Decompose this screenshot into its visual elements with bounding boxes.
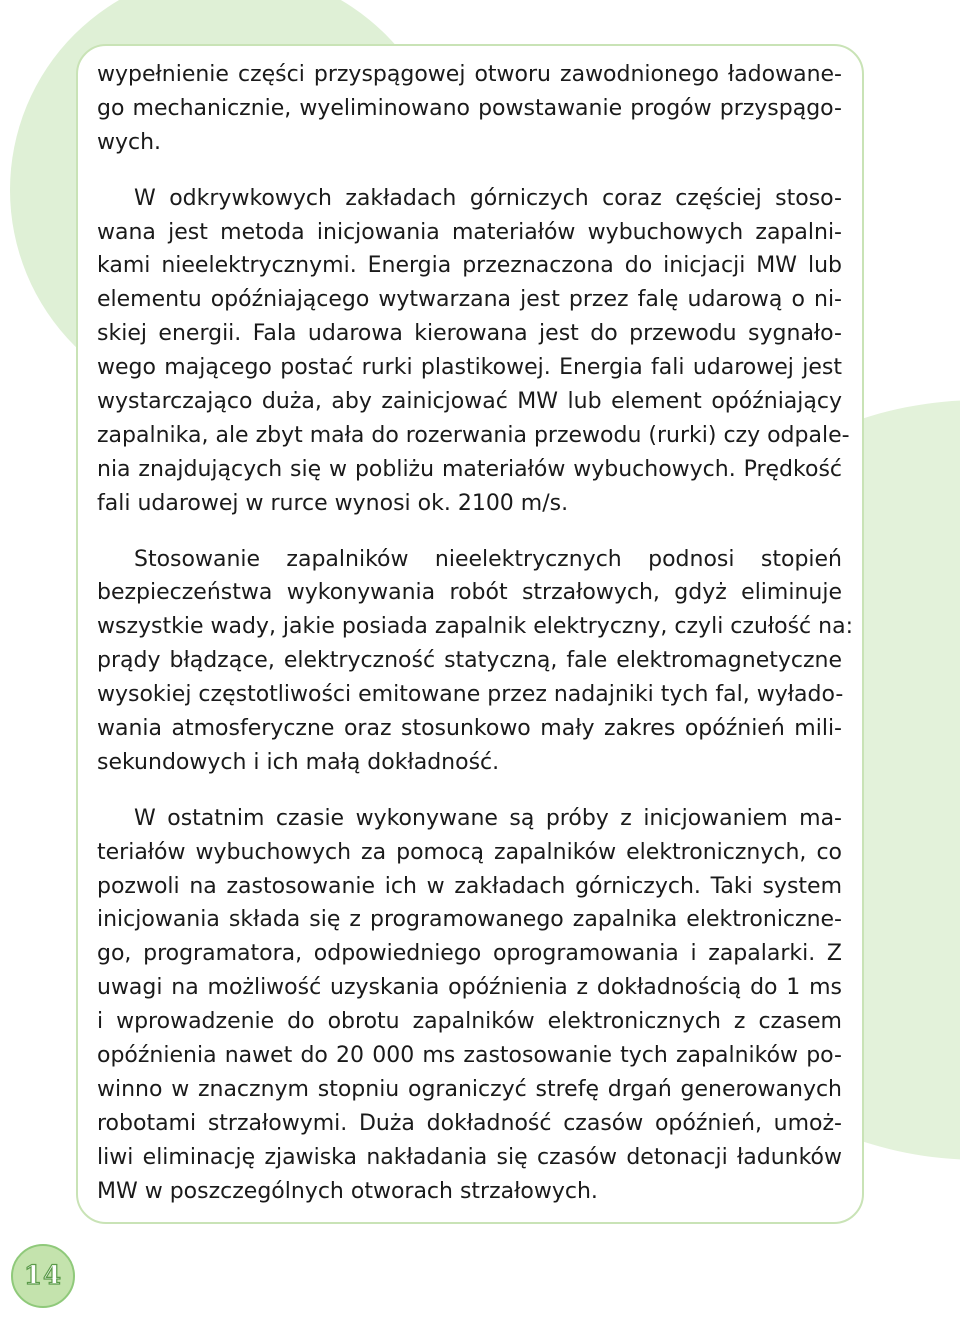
text-line: bezpieczeństwa wykonywania robót strzałowych, gdyż eliminuje (97, 580, 842, 606)
text-line: sekundowych i ich małą dokładność. (97, 749, 500, 775)
text-line: W odkrywkowych zakładach górniczych coraz częściej stoso- (134, 185, 842, 211)
text-line: pozwoli na zastosowanie ich w zakładach górniczych. Taki system (97, 873, 842, 899)
text-line: nia znajdujących się w pobliżu materiałów wybuchowych. Prędkość (97, 456, 842, 482)
text-line: go mechanicznie, wyeliminowano powstawanie progów przyspągo- (97, 95, 842, 121)
text-line: winno w znacznym stopniu ograniczyć strefę drgań generowanych (97, 1076, 842, 1102)
paragraph (97, 58, 842, 160)
text-panel (76, 44, 864, 1224)
text-line: wych. (97, 129, 162, 155)
text-line: wystarczająco duża, aby zainicjować MW lub element opóźniający (97, 389, 842, 415)
text-line: go, programatora, odpowiedniego oprogramowania i zapalarki. Z (97, 941, 842, 967)
text-line: MW w poszczególnych otworach strzałowych. (97, 1178, 598, 1204)
text-line: wana jest metoda inicjowania materiałów wybuchowych zapalni- (97, 219, 842, 245)
text-line: i wprowadzenie do obrotu zapalników elektronicznych z czasem (97, 1009, 842, 1035)
text-line: prądy błądzące, elektryczność statyczną, fale elektromagnetyczne (97, 648, 842, 674)
text-line: zapalnika, ale zbyt mała do rozerwania przewodu (rurki) czy odpale- (97, 422, 850, 448)
paragraph (97, 182, 850, 521)
text-line: wania atmosferyczne oraz stosunkowo mały zakres opóźnień mili- (97, 716, 842, 742)
paragraph (97, 543, 853, 780)
text-line: Stosowanie zapalników nieelektrycznych podnosi stopień (134, 546, 842, 572)
text-line: opóźnienia nawet do 20 000 ms zastosowanie tych zapalników po- (97, 1043, 842, 1069)
text-line: inicjowania składa się z programowanego zapalnika elektroniczne- (97, 907, 842, 933)
text-line: liwi eliminację zjawiska nakładania się czasów detonacji ładunków (97, 1144, 842, 1170)
text-line: teriałów wybuchowych za pomocą zapalników elektronicznych, co (97, 839, 842, 865)
text-line: wego mającego postać rurki plastikowej. Energia fali udarowej jest (97, 355, 842, 381)
text-line: wszystkie wady, jakie posiada zapalnik elektryczny, czyli czułość na: (97, 614, 853, 640)
page-number-badge (11, 1244, 75, 1308)
text-line: robotami strzałowymi. Duża dokładność czasów opóźnień, umoż- (97, 1110, 842, 1136)
text-line: W ostatnim czasie wykonywane są próby z inicjowaniem ma- (134, 805, 842, 831)
text-line: wysokiej częstotliwości emitowane przez nadajniki tych fal, wyłado- (97, 682, 844, 708)
text-line: kami nieelektrycznymi. Energia przeznaczona do inicjacji MW lub (97, 253, 842, 279)
paragraph (97, 802, 842, 1209)
text-line: elementu opóźniającego wytwarzana jest przez falę udarową o ni- (97, 287, 842, 313)
text-line: skiej energii. Fala udarowa kierowana jest do przewodu sygnało- (97, 321, 842, 347)
text-line: wypełnienie części przyspągowej otworu zawodnionego ładowane- (97, 62, 842, 87)
text-line: fali udarowej w rurce wynosi ok. 2100 m/s. (97, 490, 569, 516)
text-line: uwagi na możliwość uzyskania opóźnienia z dokładnością do 1 ms (97, 975, 842, 1001)
page-number: 14 (23, 1261, 63, 1291)
